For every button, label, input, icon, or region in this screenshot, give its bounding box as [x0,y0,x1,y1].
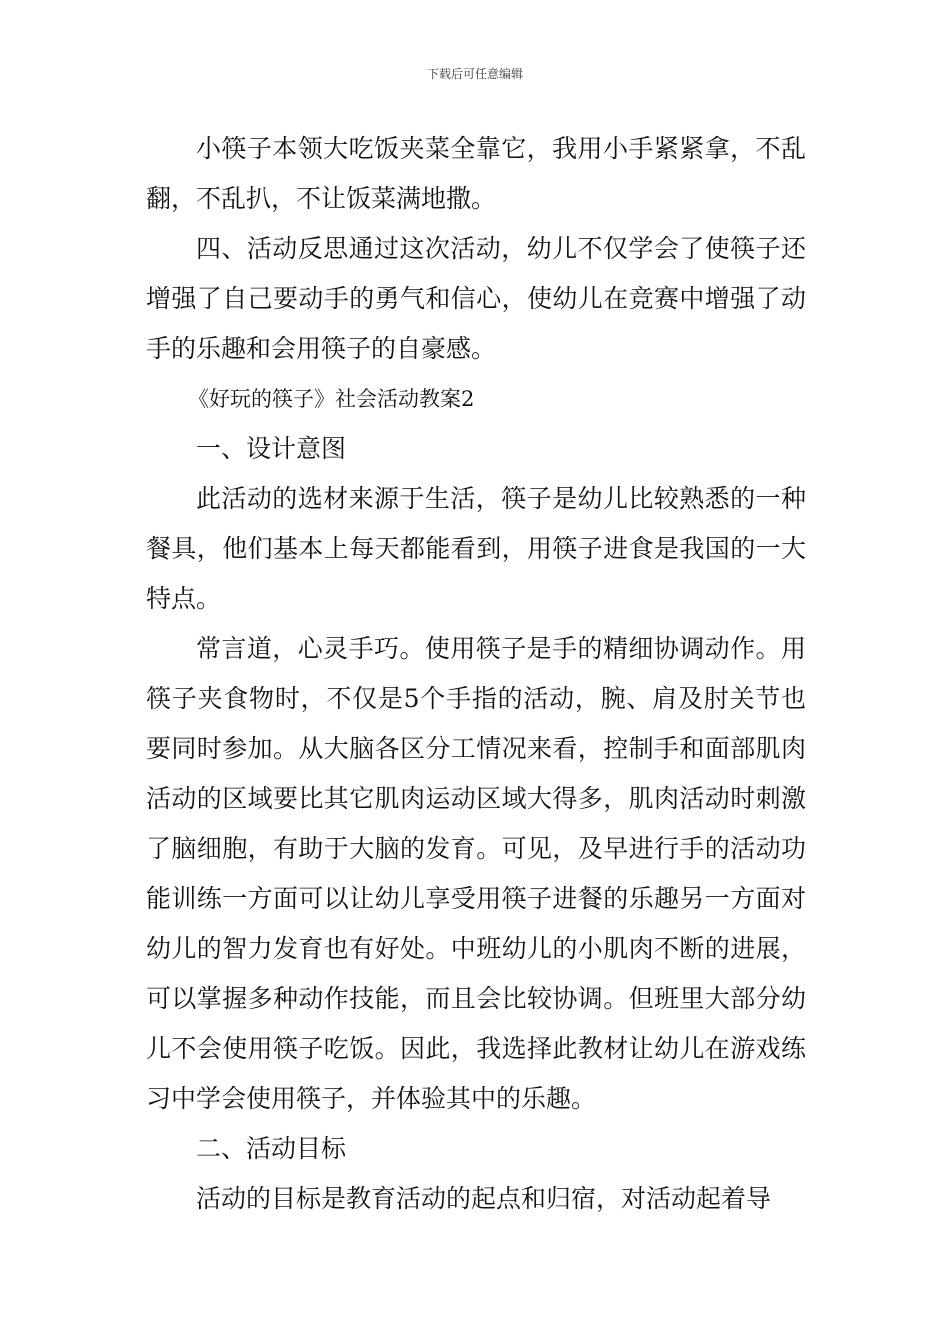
paragraph-chopsticks-rhyme: 小筷子本领大吃饭夹菜全靠它，我用小手紧紧拿，不乱翻，不乱扒，不让饭菜满地撒。 [146,134,806,213]
document-body [146,124,806,1224]
heading-design-intent: 一、设计意图 [196,434,347,463]
paragraph-reflection: 四、活动反思通过这次活动，幼儿不仅学会了使筷子还增强了自己要动手的勇气和信心，使幼儿在竞赛中增强了动手的乐趣和会用筷子的自豪感。 [146,234,806,363]
heading-activity-goals: 二、活动目标 [196,1134,347,1163]
section-title: 《好玩的筷子》社会活动教案2 [188,387,475,411]
paragraph-dexterity: 常言道，心灵手巧。使用筷子是手的精细协调动作。用筷子夹食物时，不仅是5个手指的活动，腕、肩及肘关节也要同时参加。从大脑各区分工情况来看，控制手和面部肌肉活动的区域要比其它肌肉运动区域大得多，肌肉活动时刺激了脑细胞，有助于大脑的发育。可见，及早进行手的活动功能训练一方面可以让幼儿享受用筷子进餐的乐趣另一方面对幼儿的智力发育也有好处。中班幼儿的小肌肉不断的进展，可以掌握多种动作技能，而且会比较协调。但班里大部分幼儿不会使用筷子吃饭。因此，我选择此教材让幼儿在游戏练习中学会使用筷子，并体验其中的乐趣。 [146,634,806,1113]
paragraph-material-source: 此活动的选材来源于生活，筷子是幼儿比较熟悉的一种餐具，他们基本上每天都能看到，用筷子进食是我国的一大特点。 [146,484,806,613]
page-header-note: 下载后可任意编辑 [426,67,523,81]
paragraph-goals-intro: 活动的目标是教育活动的起点和归宿，对活动起着导 [196,1184,772,1213]
